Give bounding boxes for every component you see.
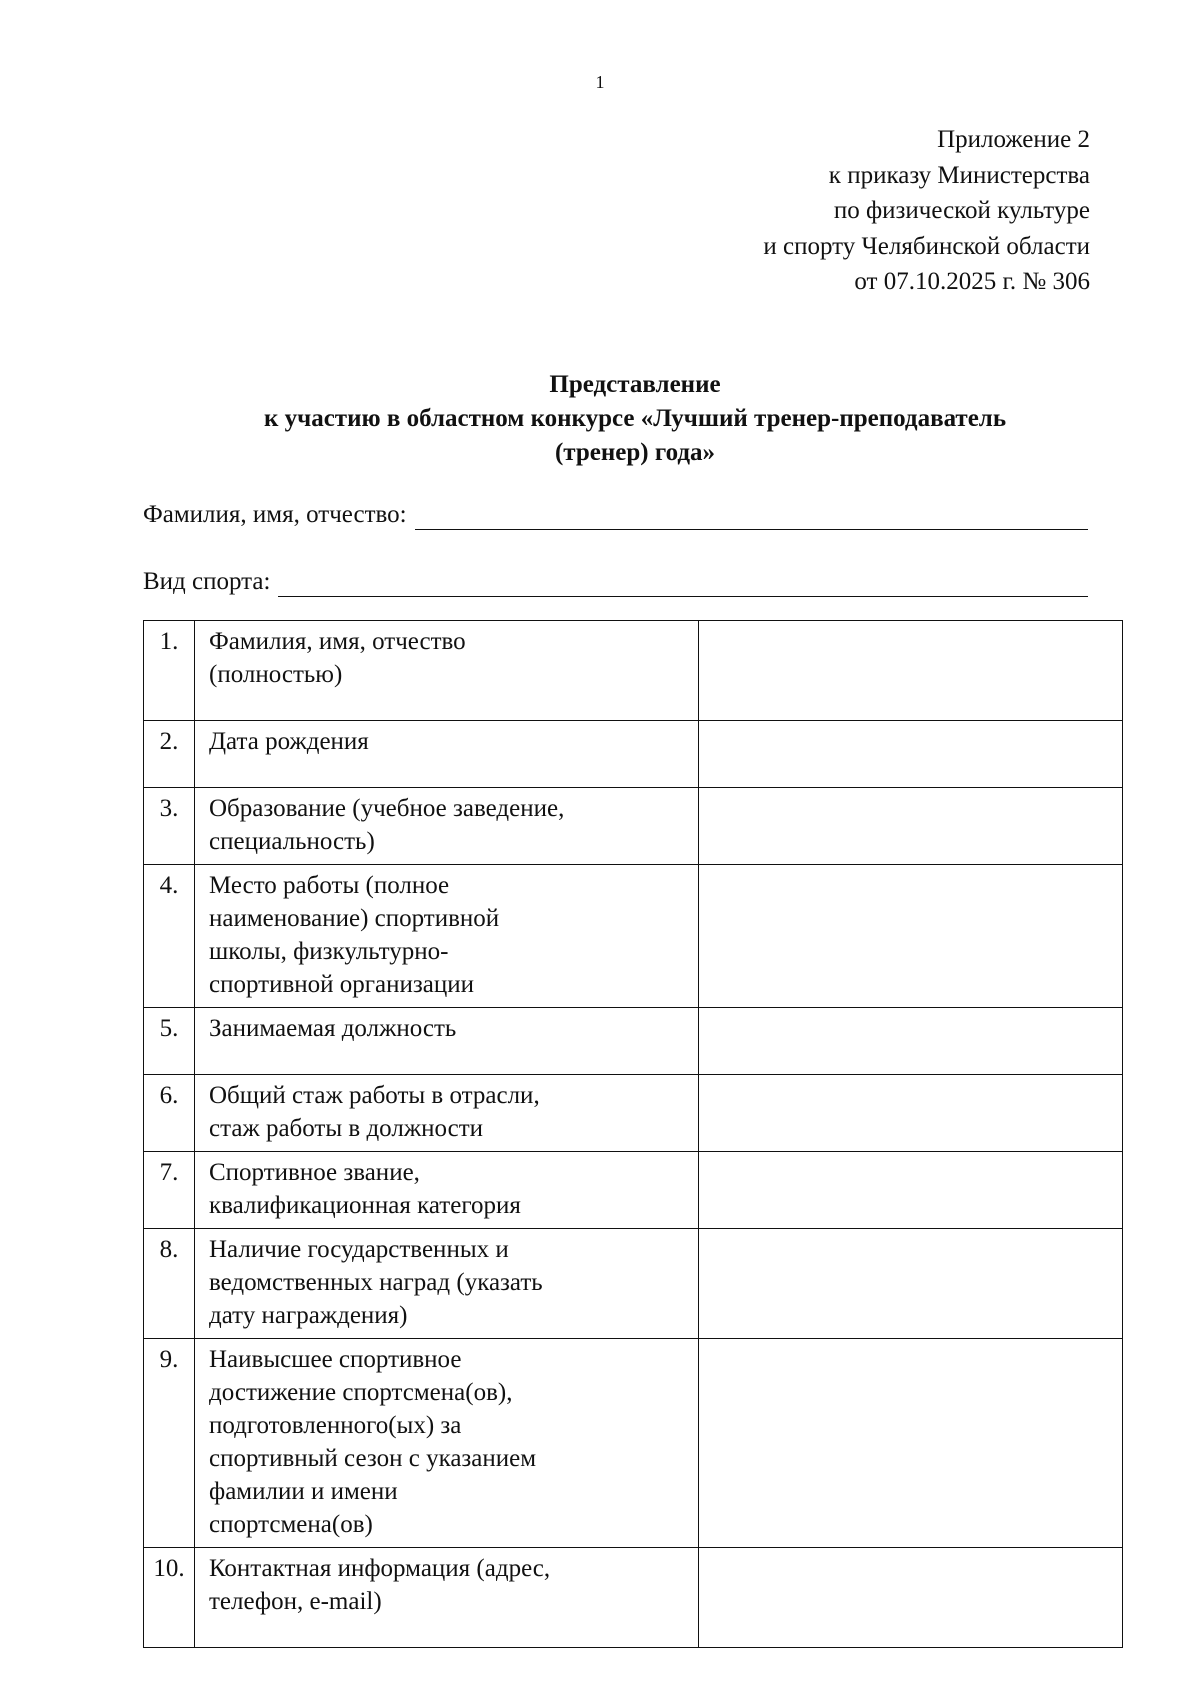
- row-number: 8.: [144, 1229, 195, 1339]
- row-label: [195, 1229, 699, 1339]
- sport-label: Вид спорта:: [143, 568, 271, 595]
- row-number: 2.: [144, 721, 195, 788]
- table-row: [144, 865, 1123, 1008]
- row-value-cell[interactable]: [699, 1152, 1123, 1229]
- row-number: 3.: [144, 788, 195, 865]
- title-line: к участию в областном конкурсе «Лучший тренер-преподаватель: [263, 405, 1007, 432]
- row-value-cell[interactable]: [699, 621, 1123, 721]
- row-label: [195, 1152, 699, 1229]
- fio-field: [143, 500, 1088, 530]
- row-label: [195, 1008, 699, 1075]
- row-label: [195, 1075, 699, 1152]
- sport-field: [143, 567, 1088, 597]
- row-label-text: Дата рождения: [209, 728, 369, 755]
- row-label: [195, 865, 699, 1008]
- row-label-text: Наличие государственных и ведомственных наград (указать дату награждения): [209, 1236, 543, 1329]
- table-row: [144, 1548, 1123, 1648]
- appendix-line: от 07.10.2025 г. № 306: [854, 268, 1090, 295]
- page-number: 1: [595, 72, 605, 92]
- title-line: Представление: [549, 371, 721, 398]
- appendix-header: [763, 122, 1090, 300]
- fio-label: Фамилия, имя, отчество:: [143, 501, 407, 528]
- row-label: [195, 621, 699, 721]
- row-label: [195, 721, 699, 788]
- document-title: [0, 368, 1200, 470]
- table-row: [144, 1339, 1123, 1548]
- row-value-cell[interactable]: [699, 865, 1123, 1008]
- row-label-text: Образование (учебное заведение, специальность): [209, 795, 565, 855]
- row-number: 5.: [144, 1008, 195, 1075]
- row-number: 10.: [144, 1548, 195, 1648]
- fio-blank-line[interactable]: [415, 505, 1088, 530]
- row-label: [195, 1548, 699, 1648]
- row-label: [195, 788, 699, 865]
- row-label-text: Контактная информация (адрес, телефон, e-mail): [209, 1555, 551, 1615]
- row-value-cell[interactable]: [699, 721, 1123, 788]
- row-label-text: Спортивное звание, квалификационная категория: [209, 1159, 521, 1219]
- row-value-cell[interactable]: [699, 788, 1123, 865]
- row-value-cell[interactable]: [699, 1008, 1123, 1075]
- row-number: 7.: [144, 1152, 195, 1229]
- row-number: 4.: [144, 865, 195, 1008]
- row-label-text: Наивысшее спортивное достижение спортсмена(ов), подготовленного(ых) за спортивный сезон с указанием фамилии и имени спортсмена(ов): [209, 1346, 537, 1538]
- row-value-cell[interactable]: [699, 1229, 1123, 1339]
- table-row: [144, 1152, 1123, 1229]
- row-value-cell[interactable]: [699, 1548, 1123, 1648]
- row-label-text: Общий стаж работы в отрасли, стаж работы в должности: [209, 1082, 540, 1142]
- appendix-line: к приказу Министерства: [828, 161, 1090, 189]
- row-value-cell[interactable]: [699, 1339, 1123, 1548]
- row-number: 6.: [144, 1075, 195, 1152]
- title-line: (тренер) года»: [554, 439, 716, 466]
- table-row: [144, 1075, 1123, 1152]
- row-label-text: Фамилия, имя, отчество (полностью): [209, 628, 466, 688]
- row-label-text: Место работы (полное наименование) спортивной школы, физкультурно- спортивной организации: [209, 872, 500, 998]
- row-number: 1.: [144, 621, 195, 721]
- appendix-line: и спорту Челябинской области: [763, 232, 1090, 260]
- row-value-cell[interactable]: [699, 1075, 1123, 1152]
- table-row: [144, 721, 1123, 788]
- table-row: [144, 1229, 1123, 1339]
- row-label: [195, 1339, 699, 1548]
- row-number: 9.: [144, 1339, 195, 1548]
- application-form-table: [143, 620, 1123, 1648]
- table-row: [144, 621, 1123, 721]
- appendix-line: по физической культуре: [833, 197, 1090, 224]
- appendix-line: Приложение 2: [937, 126, 1090, 153]
- table-row: [144, 1008, 1123, 1075]
- sport-blank-line[interactable]: [278, 572, 1088, 597]
- row-label-text: Занимаемая должность: [209, 1015, 457, 1042]
- table-row: [144, 788, 1123, 865]
